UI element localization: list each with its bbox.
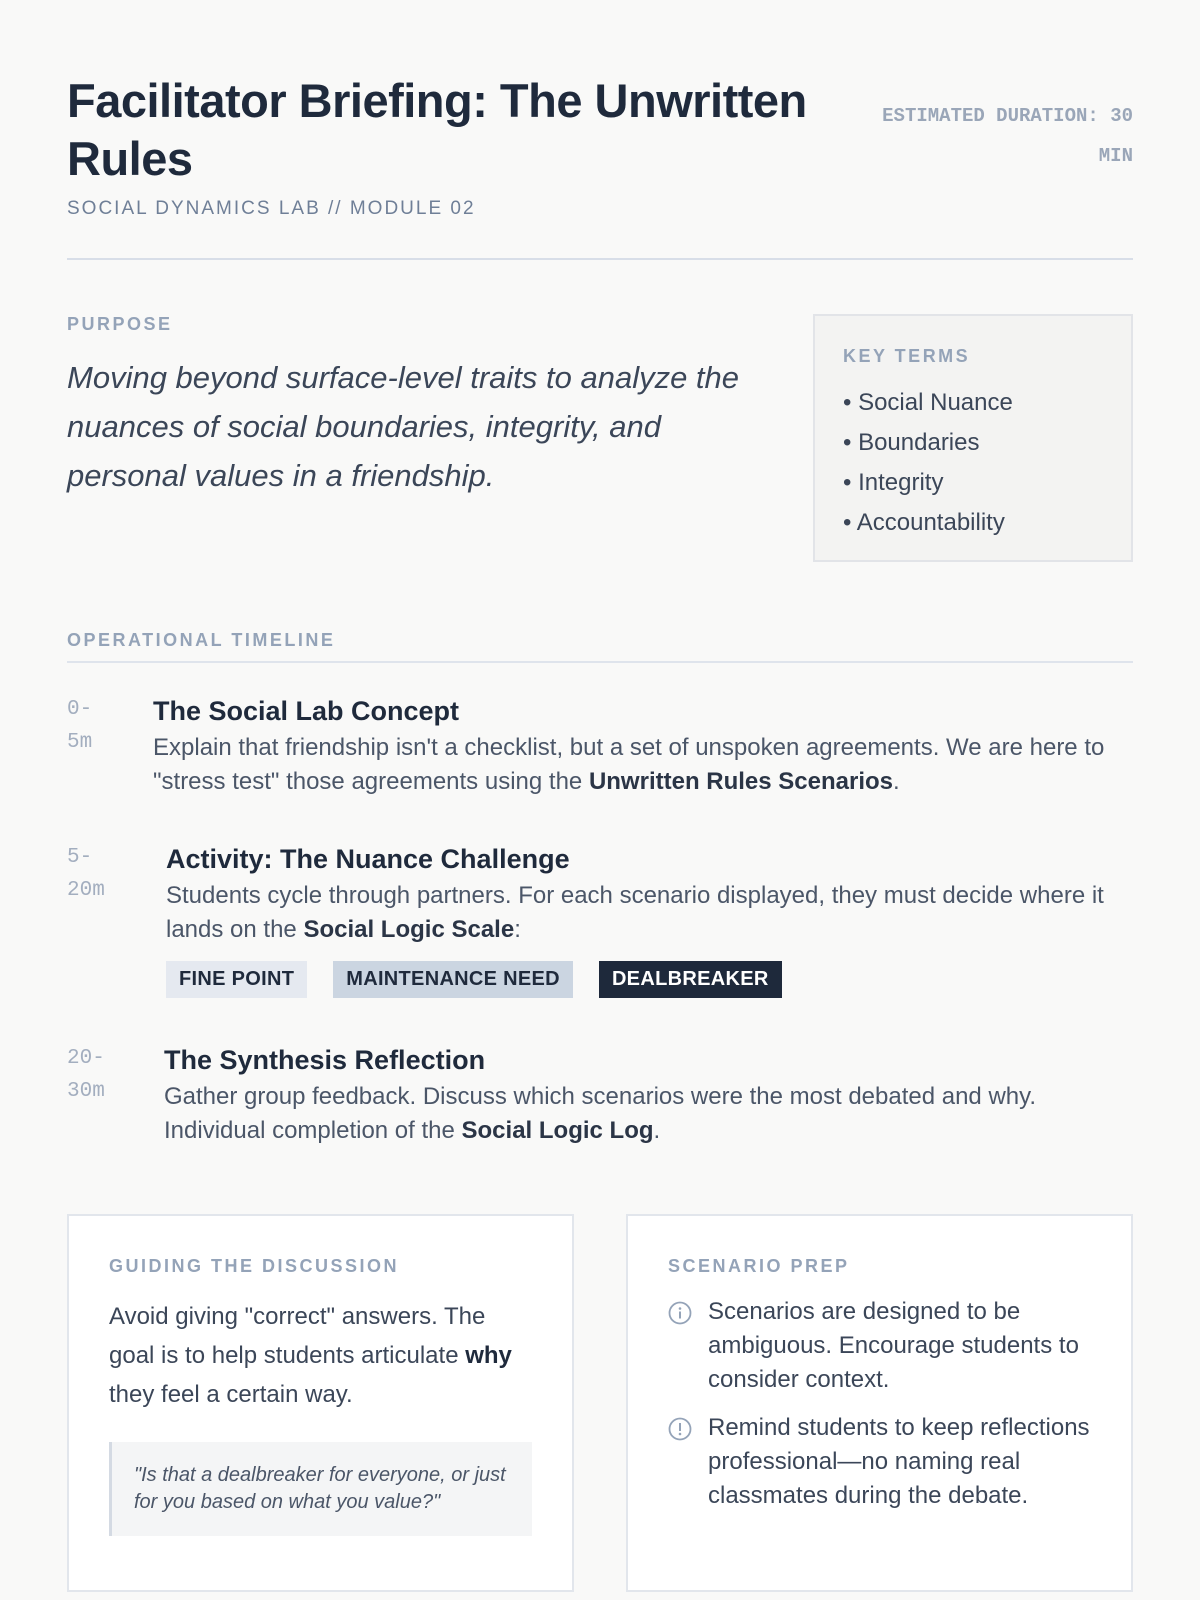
timeline-label: OPERATIONAL TIMELINE [67,630,336,650]
key-terms-list [843,383,1103,543]
info-icon-svg [668,1301,692,1325]
time-start: 0- [67,698,93,721]
prep-item [668,1411,1091,1513]
timeline-description [153,731,1133,799]
header [67,0,1133,260]
purpose-text: Moving beyond surface-level traits to analyze the nuances of social boundaries, integrity, and personal values in a friendship. [67,360,740,493]
header-divider [67,258,1133,260]
key-term-item: • Accountability [843,509,1005,536]
alert-icon [668,1411,708,1513]
desc-text: Explain that friendship isn't a checklist, but a set of unspoken agreements. We are here to "stress test" those agreements using the [153,734,1105,795]
key-terms-label: KEY TERMS [843,346,971,366]
key-terms-box [813,314,1133,562]
guiding-text-part: they feel a certain way. [109,1381,353,1408]
guiding-text-part: Avoid giving "correct" answers. The goal is to help students articulate [109,1303,486,1369]
time-start: 5- [67,846,93,869]
desc-emphasis: Unwritten Rules Scenarios [588,768,894,795]
key-term-item: • Boundaries [843,429,980,456]
timeline-body [164,1042,1133,1148]
guiding-emphasis: why [465,1342,512,1369]
tag-maintenance-need: MAINTENANCE NEED [333,961,573,998]
tag-dealbreaker: DEALBREAKER [599,961,782,998]
prep-item [668,1295,1091,1397]
example-quote: "Is that a dealbreaker for everyone, or just for you based on what you value?" [109,1442,532,1536]
timeline-time [67,841,166,998]
desc-emphasis: Social Logic Scale [303,916,515,943]
guiding-text [109,1297,532,1414]
timeline-body [166,841,1133,998]
tag-fine-point: FINE POINT [166,961,307,998]
time-end: 5m [67,731,93,754]
timeline-item [67,1042,1133,1148]
timeline-item [67,841,1133,998]
key-term-item: • Integrity [843,469,944,496]
desc-text: : [514,916,521,943]
scenario-prep-card [626,1214,1133,1592]
prep-text: Remind students to keep reflections professional—no naming real classmates during the debate. [708,1414,1090,1509]
page-title: Facilitator Briefing: The Unwritten Rules [67,74,807,185]
desc-text: Gather group feedback. Discuss which scenarios were the most debated and why. Individual completion of the [164,1083,1037,1144]
cards-row [67,1214,1133,1592]
purpose-section [67,314,1133,560]
guiding-card [67,1214,574,1592]
timeline-description [164,1080,1133,1148]
timeline-item [67,693,1133,799]
guiding-label: GUIDING THE DISCUSSION [109,1256,400,1276]
prep-text: Scenarios are designed to be ambiguous. Encourage students to consider context. [708,1298,1079,1393]
purpose-label: PURPOSE [67,314,173,334]
timeline-title: The Social Lab Concept [153,696,460,726]
timeline-divider [67,661,1133,663]
timeline-body [153,693,1133,799]
desc-text: Students cycle through partners. For each scenario displayed, they must decide where it lands on the [166,882,1104,943]
time-end: 30m [67,1080,105,1103]
timeline-title: The Synthesis Reflection [164,1045,486,1075]
social-logic-scale [166,961,1133,998]
estimated-duration: ESTIMATED DURATION: 30 MIN [882,105,1133,167]
desc-text: . [893,768,900,795]
prep-list [668,1295,1091,1513]
timeline-title: Activity: The Nuance Challenge [166,844,570,874]
page-subtitle: SOCIAL DYNAMICS LAB // MODULE 02 [67,198,476,219]
time-start: 20- [67,1047,105,1070]
desc-text: . [653,1117,661,1144]
timeline-time [67,1042,164,1148]
time-end: 20m [67,879,105,902]
info-icon [668,1295,708,1397]
alert-icon-svg [668,1417,692,1441]
desc-emphasis: Social Logic Log [461,1117,654,1144]
key-term-item: • Social Nuance [843,389,1013,416]
timeline-description [166,879,1133,947]
prep-label: SCENARIO PREP [668,1256,850,1276]
timeline-time [67,693,153,799]
